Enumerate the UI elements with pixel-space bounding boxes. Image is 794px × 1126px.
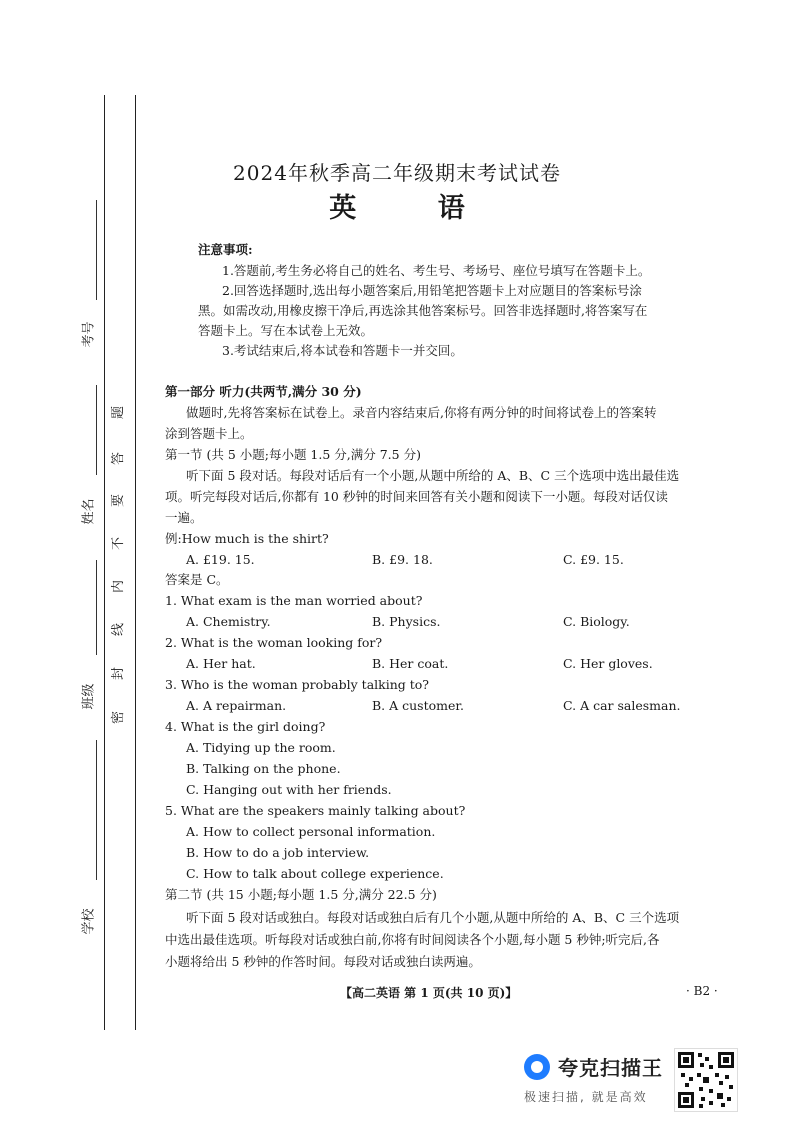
- section1-heading: 第一节 (共 5 小题;每小题 1.5 分,满分 7.5 分): [165, 447, 421, 462]
- q1-option-a: A. Chemistry.: [186, 614, 271, 629]
- page-footer: 【高二英语 第 1 页(共 10 页)】: [340, 986, 518, 1000]
- name-fill-line: [96, 385, 97, 475]
- binding-line-inner: [104, 95, 105, 1030]
- example-question: 例:How much is the shirt?: [165, 531, 329, 546]
- exam-title: 2024年秋季高二年级期末考试试卷: [233, 161, 561, 185]
- example-option-b: B. £9. 18.: [372, 552, 433, 567]
- part1-intro-line1: 做题时,先将答案标在试卷上。录音内容结束后,你将有两分钟的时间将试卷上的答案转: [186, 405, 657, 420]
- seal-char: 不: [111, 536, 127, 551]
- example-answer: 答案是 C。: [165, 572, 229, 587]
- example-option-c: C. £9. 15.: [563, 552, 624, 567]
- section2-heading: 第二节 (共 15 小题;每小题 1.5 分,满分 22.5 分): [165, 887, 437, 902]
- section2-line2: 中选出最佳选项。听每段对话或独白前,你将有时间阅读各个小题,每小题 5 秒钟;听完后,各: [165, 932, 660, 947]
- q5-option-a: A. How to collect personal information.: [186, 824, 436, 839]
- notice-heading: 注意事项:: [198, 242, 253, 257]
- q3-option-a: A. A repairman.: [186, 698, 287, 713]
- notice-item-2-line2: 黑。如需改动,用橡皮擦干净后,再选涂其他答案标号。回答非选择题时,将答案写在: [198, 303, 648, 318]
- seal-char: 封: [111, 666, 127, 681]
- part1-intro-line2: 涂到答题卡上。: [165, 426, 253, 441]
- section1-line1: 听下面 5 段对话。每段对话后有一个小题,从题中所给的 A、B、C 三个选项中选出最佳选: [186, 468, 680, 483]
- section1-line2: 项。听完每段对话后,你都有 10 秒钟的时间来回答有关小题和阅读下一小题。每段对话仅读: [165, 489, 668, 504]
- q1-option-b: B. Physics.: [372, 614, 441, 629]
- scanner-watermark: [516, 1046, 786, 1116]
- seal-char: 题: [111, 405, 127, 420]
- seal-char: 答: [111, 451, 127, 466]
- q2-option-b: B. Her coat.: [372, 656, 449, 671]
- q4-option-b: B. Talking on the phone.: [186, 761, 341, 776]
- question-1: 1. What exam is the man worried about?: [165, 593, 423, 608]
- section2-line3: 小题将给出 5 秒钟的作答时间。每段对话或独白读两遍。: [165, 954, 481, 969]
- question-5: 5. What are the speakers mainly talking about?: [165, 803, 466, 818]
- q3-option-b: B. A customer.: [372, 698, 464, 713]
- question-4: 4. What is the girl doing?: [165, 719, 326, 734]
- q2-option-c: C. Her gloves.: [563, 656, 653, 671]
- q4-option-c: C. Hanging out with her friends.: [186, 782, 392, 797]
- notice-item-2-line1: 2.回答选择题时,选出每小题答案后,用铅笔把答题卡上对应题目的答案标号涂: [222, 283, 642, 298]
- scanner-logo-icon: [524, 1054, 550, 1080]
- subject-title: 英 语: [329, 193, 501, 224]
- exam-no-label: 考号: [81, 321, 97, 348]
- seal-char: 内: [111, 579, 127, 594]
- q1-option-c: C. Biology.: [563, 614, 630, 629]
- q2-option-a: A. Her hat.: [186, 656, 256, 671]
- notice-item-2-line3: 答题卡上。写在本试卷上无效。: [198, 323, 374, 338]
- q5-option-b: B. How to do a job interview.: [186, 845, 370, 860]
- scanner-brand-name: 夸克扫描王: [558, 1056, 663, 1080]
- class-fill-line: [96, 560, 97, 655]
- q5-option-c: C. How to talk about college experience.: [186, 866, 444, 881]
- school-label: 学校: [81, 908, 97, 935]
- example-option-a: A. £19. 15.: [186, 552, 255, 567]
- notice-item-1: 1.答题前,考生务必将自己的姓名、考生号、考场号、座位号填写在答题卡上。: [222, 263, 651, 278]
- part1-heading: 第一部分 听力(共两节,满分 30 分): [165, 384, 362, 399]
- section1-line3: 一遍。: [165, 510, 203, 525]
- seal-char: 线: [111, 622, 127, 637]
- paper-code: · B2 ·: [686, 984, 718, 998]
- binding-line-outer: [135, 95, 136, 1030]
- question-3: 3. Who is the woman probably talking to?: [165, 677, 429, 692]
- seal-char: 密: [111, 710, 127, 725]
- class-label: 班级: [81, 683, 97, 710]
- q3-option-c: C. A car salesman.: [563, 698, 681, 713]
- qr-code-icon: [674, 1048, 738, 1112]
- notice-item-3: 3.考试结束后,将本试卷和答题卡一并交回。: [222, 343, 463, 358]
- scanner-slogan: 极速扫描, 就是高效: [524, 1090, 648, 1104]
- section2-line1: 听下面 5 段对话或独白。每段对话或独白后有几个小题,从题中所给的 A、B、C 三个选项: [186, 910, 680, 925]
- question-2: 2. What is the woman looking for?: [165, 635, 383, 650]
- school-fill-line: [96, 740, 97, 880]
- name-label: 姓名: [81, 498, 97, 525]
- q4-option-a: A. Tidying up the room.: [186, 740, 336, 755]
- seal-char: 要: [111, 493, 127, 508]
